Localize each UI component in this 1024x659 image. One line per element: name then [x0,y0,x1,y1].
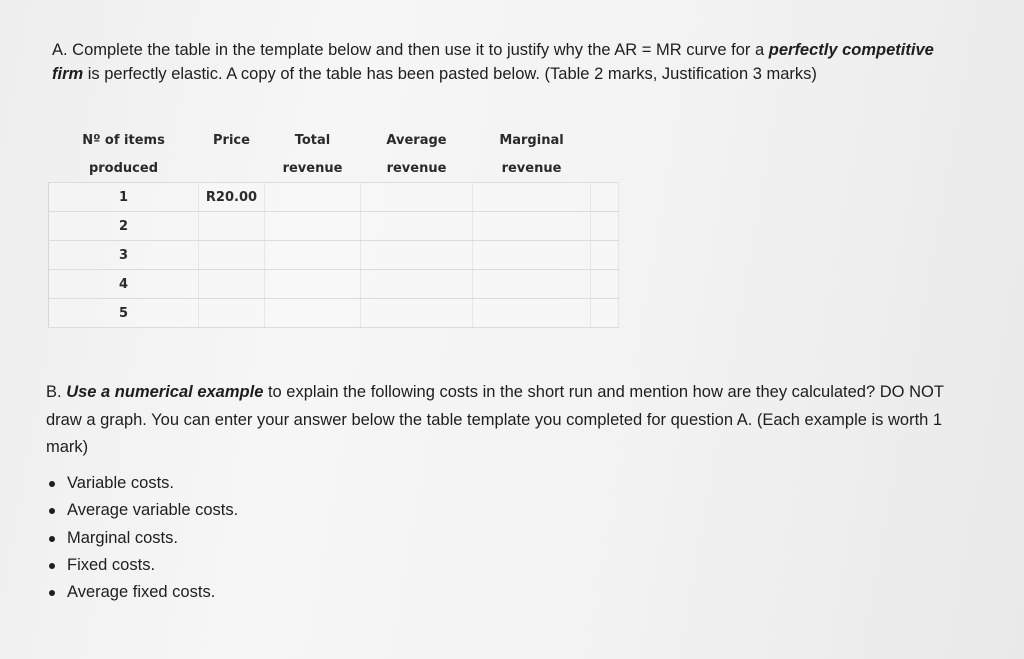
question-b-lead: B. [46,383,67,401]
list-item [46,552,238,579]
list-item-label: Average fixed costs. [67,583,216,602]
bullet-icon [49,508,55,514]
cost-list [46,470,238,606]
list-item-label: Variable costs. [67,474,174,492]
header-blank-2 [591,154,619,183]
cell-price [199,212,265,241]
list-item [46,579,238,606]
header-total: Total [294,132,331,148]
list-item-label: Average variable costs. [67,501,239,520]
list-item [46,497,238,524]
cell-items: 5 [49,299,199,328]
table-row [49,270,619,299]
header-items: Nº of items [82,132,165,148]
list-item [46,525,238,552]
table-row [49,299,619,328]
cell-blank [591,270,619,299]
cell-price [199,299,265,328]
question-a-lead: A. Complete the table in the template below and then use it to justify why the AR = MR curve for a [52,41,769,59]
cell-total [265,183,361,212]
question-b [46,379,976,462]
cell-total [265,241,361,270]
revenue-table [48,126,619,328]
cell-items: 2 [49,212,199,241]
cell-average [361,241,473,270]
cell-marginal [473,299,591,328]
cell-marginal [473,212,591,241]
table-row [49,212,619,241]
cell-total [265,270,361,299]
cell-average [361,299,473,328]
question-a-emphasis: perfectly competitive firm [52,41,934,83]
cell-items: 1 [49,183,199,212]
header-price-2 [199,154,265,183]
list-item-label: Fixed costs. [67,555,156,574]
header-marginal-2: revenue [501,160,562,176]
cell-total [265,299,361,328]
header-total-2: revenue [282,160,343,176]
header-price: Price [213,132,250,148]
cell-marginal [473,270,591,299]
table-row [49,183,619,212]
header-items-2: produced [88,160,159,176]
cell-price: R20.00 [199,183,265,212]
bullet-icon [49,481,55,487]
cell-average [361,212,473,241]
header-marginal: Marginal [499,132,564,148]
cell-average [361,270,473,299]
table-header-row-2 [49,154,619,183]
cell-blank [591,241,619,270]
question-b-tail: to explain the following costs in the short run and mention how are they calculated? DO NOT draw a graph. You can enter your answer below the table template you completed for question A. (Each example is worth 1 mark) [46,383,944,456]
question-b-emphasis: Use a numerical example [66,383,264,401]
table-row [49,241,619,270]
cell-items: 4 [49,270,199,299]
cell-blank [591,183,619,212]
cell-blank [591,212,619,241]
question-a-tail: is perfectly elastic. A copy of the table has been pasted below. (Table 2 marks, Justification 3 marks) [83,64,817,83]
bullet-icon [49,590,55,596]
cell-marginal [473,241,591,270]
cell-average [361,183,473,212]
cell-total [265,212,361,241]
list-item [46,470,238,497]
cell-price [199,270,265,299]
table-header-row-1 [49,126,619,154]
cell-items: 3 [49,241,199,270]
list-item-label: Marginal costs. [67,528,178,547]
cell-price [199,241,265,270]
question-a [52,39,952,86]
header-blank [591,126,619,154]
cell-marginal [473,183,591,212]
header-average-2: revenue [386,160,447,176]
bullet-icon [49,536,55,542]
header-average: Average [386,132,447,148]
bullet-icon [49,563,55,569]
cell-blank [591,299,619,328]
